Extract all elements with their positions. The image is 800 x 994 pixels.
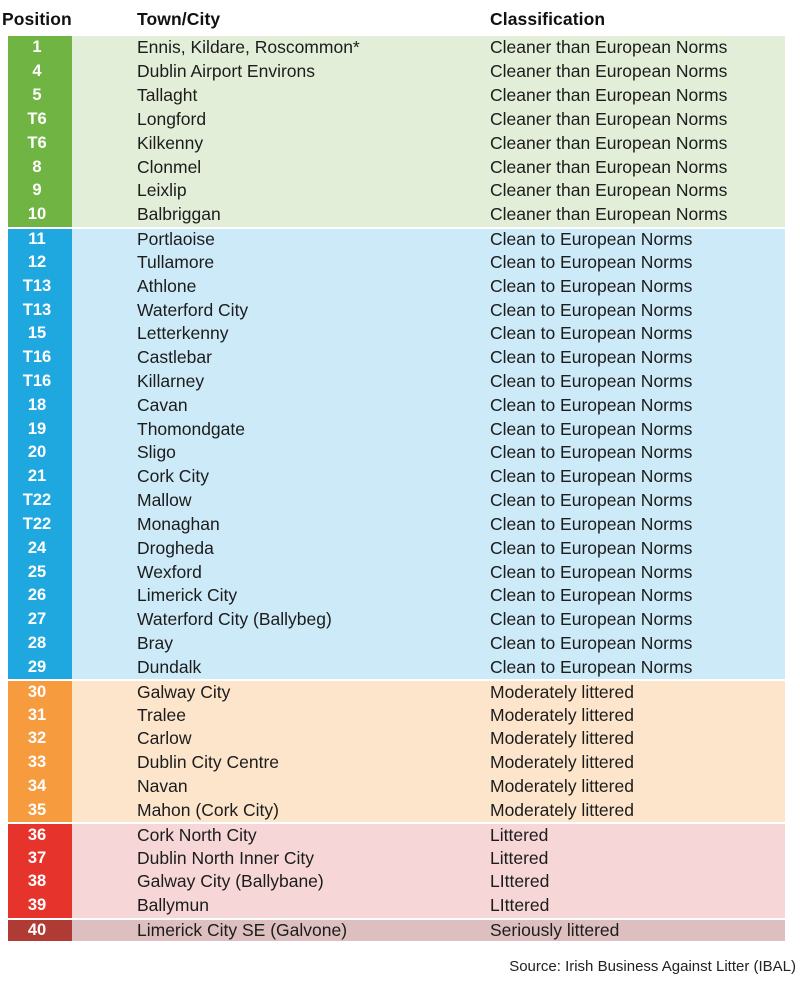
town-cell: Longford [137, 108, 207, 129]
town-cell: Balbriggan [137, 204, 221, 225]
position-badge: 31 [8, 703, 72, 727]
table-row [8, 727, 785, 751]
town-cell: Wexford [137, 561, 202, 582]
position-badge: 35 [8, 799, 72, 823]
position-badge: 26 [8, 584, 72, 608]
town-cell: Tullamore [137, 251, 215, 272]
table-header [0, 0, 800, 36]
position-badge: 11 [8, 229, 72, 251]
table-row [8, 679, 785, 703]
classification-cell: Littered [490, 824, 549, 845]
table-row [8, 799, 785, 823]
position-badge: 27 [8, 608, 72, 632]
table-row [8, 513, 785, 537]
classification-cell: LIttered [490, 871, 550, 892]
classification-cell: Cleaner than European Norms [490, 204, 728, 225]
town-cell: Cork City [137, 466, 209, 487]
position-badge: T22 [8, 513, 72, 537]
town-cell: Waterford City (Ballybeg) [137, 609, 332, 630]
position-badge: T6 [8, 131, 72, 155]
classification-cell: Clean to European Norms [490, 275, 693, 296]
position-badge: 4 [8, 60, 72, 84]
town-cell: Tallaght [137, 85, 198, 106]
table-row [8, 632, 785, 656]
classification-cell: Clean to European Norms [490, 229, 693, 250]
town-cell: Portlaoise [137, 229, 215, 250]
table-row [8, 608, 785, 632]
position-badge: 24 [8, 536, 72, 560]
position-badge: 40 [8, 920, 72, 942]
position-badge: 25 [8, 560, 72, 584]
position-badge: 30 [8, 681, 72, 703]
classification-cell: Cleaner than European Norms [490, 108, 728, 129]
position-badge: T16 [8, 346, 72, 370]
table-row [8, 775, 785, 799]
position-badge: 39 [8, 894, 72, 918]
classification-cell: Cleaner than European Norms [490, 132, 728, 153]
town-cell: Limerick City SE (Galvone) [137, 920, 348, 941]
classification-cell: Clean to European Norms [490, 466, 693, 487]
town-cell: Monaghan [137, 513, 220, 534]
position-badge: 15 [8, 322, 72, 346]
table-row [8, 84, 785, 108]
table-row [8, 155, 785, 179]
classification-cell: Clean to European Norms [490, 609, 693, 630]
town-cell: Carlow [137, 728, 192, 749]
position-badge: 29 [8, 656, 72, 680]
town-cell: Cavan [137, 394, 188, 415]
classification-cell: Clean to European Norms [490, 537, 693, 558]
town-cell: Letterkenny [137, 323, 229, 344]
classification-cell: Clean to European Norms [490, 418, 693, 439]
classification-cell: Cleaner than European Norms [490, 156, 728, 177]
position-badge: 34 [8, 775, 72, 799]
classification-cell: Cleaner than European Norms [490, 61, 728, 82]
town-cell: Ennis, Kildare, Roscommon* [137, 37, 360, 58]
table-row [8, 370, 785, 394]
position-badge: 32 [8, 727, 72, 751]
position-badge: T13 [8, 274, 72, 298]
classification-cell: Moderately littered [490, 776, 634, 797]
table-row [8, 846, 785, 870]
classification-cell: Clean to European Norms [490, 585, 693, 606]
position-badge: 33 [8, 751, 72, 775]
classification-cell: Clean to European Norms [490, 513, 693, 534]
table-row [8, 203, 785, 227]
column-header-position: Position [2, 9, 72, 29]
town-cell: Tralee [137, 704, 186, 725]
position-badge: 8 [8, 155, 72, 179]
town-cell: Galway City (Ballybane) [137, 871, 324, 892]
classification-cell: Moderately littered [490, 799, 634, 820]
table-row [8, 60, 785, 84]
table-row [8, 131, 785, 155]
table-row [8, 918, 785, 942]
classification-cell: Clean to European Norms [490, 347, 693, 368]
column-header-classification: Classification [490, 9, 606, 29]
position-badge: T6 [8, 107, 72, 131]
classification-cell: Moderately littered [490, 704, 634, 725]
classification-cell: Moderately littered [490, 681, 634, 702]
town-cell: Leixlip [137, 180, 187, 201]
classification-cell: LIttered [490, 895, 550, 916]
town-cell: Dublin North Inner City [137, 847, 315, 868]
classification-cell: Clean to European Norms [490, 394, 693, 415]
town-cell: Dundalk [137, 656, 202, 677]
table-row [8, 179, 785, 203]
town-cell: Ballymun [137, 895, 209, 916]
table-row [8, 346, 785, 370]
table-row [8, 441, 785, 465]
position-badge: 28 [8, 632, 72, 656]
classification-cell: Clean to European Norms [490, 656, 693, 677]
table-row [8, 894, 785, 918]
classification-cell: Clean to European Norms [490, 299, 693, 320]
position-badge: 5 [8, 84, 72, 108]
position-badge: 20 [8, 441, 72, 465]
table-row [8, 656, 785, 680]
classification-cell: Cleaner than European Norms [490, 180, 728, 201]
source-attribution: Source: Irish Business Against Litter (IBAL) [509, 958, 796, 976]
town-cell: Cork North City [137, 824, 257, 845]
table-row [8, 489, 785, 513]
classification-cell: Clean to European Norms [490, 442, 693, 463]
table-row [8, 322, 785, 346]
classification-cell: Clean to European Norms [490, 371, 693, 391]
table-row [8, 274, 785, 298]
town-cell: Mahon (Cork City) [137, 799, 279, 820]
position-badge: 21 [8, 465, 72, 489]
town-cell: Waterford City [137, 299, 249, 320]
table-row [8, 822, 785, 846]
position-badge: 10 [8, 203, 72, 227]
table-row [8, 298, 785, 322]
classification-cell: Seriously littered [490, 920, 620, 941]
classification-cell: Clean to European Norms [490, 490, 693, 511]
classification-cell: Cleaner than European Norms [490, 85, 728, 106]
column-header-town: Town/City [137, 9, 221, 29]
classification-cell: Clean to European Norms [490, 633, 693, 654]
position-badge: T13 [8, 298, 72, 322]
table-row [8, 107, 785, 131]
table-row [8, 393, 785, 417]
position-badge: 18 [8, 393, 72, 417]
position-badge: 9 [8, 179, 72, 203]
table-row [8, 465, 785, 489]
town-cell: Galway City [137, 681, 231, 702]
position-badge: T16 [8, 370, 72, 394]
table-row [8, 36, 785, 60]
town-cell: Bray [137, 633, 173, 654]
classification-cell: Clean to European Norms [490, 251, 693, 272]
classification-cell: Moderately littered [490, 728, 634, 749]
town-cell: Navan [137, 776, 188, 797]
table-row [8, 870, 785, 894]
town-cell: Thomondgate [137, 418, 245, 439]
table-row [8, 560, 785, 584]
classification-cell: Littered [490, 847, 549, 868]
town-cell: Mallow [137, 490, 192, 511]
position-badge: 38 [8, 870, 72, 894]
classification-cell: Clean to European Norms [490, 561, 693, 582]
town-cell: Kilkenny [137, 132, 204, 153]
classification-cell: Clean to European Norms [490, 323, 693, 344]
position-badge: 1 [8, 36, 72, 60]
town-cell: Clonmel [137, 156, 202, 177]
town-cell: Limerick City [137, 585, 238, 606]
ranking-table [8, 36, 785, 941]
table-row [8, 417, 785, 441]
position-badge: 19 [8, 417, 72, 441]
town-cell: Sligo [137, 442, 176, 463]
town-cell: Athlone [137, 275, 197, 296]
position-badge: 37 [8, 846, 72, 870]
town-cell: Dublin City Centre [137, 752, 279, 773]
position-badge: T22 [8, 489, 72, 513]
town-cell: Drogheda [137, 537, 214, 558]
town-cell: Dublin Airport Environs [137, 61, 315, 82]
table-row [8, 227, 785, 251]
town-cell: Killarney [137, 371, 205, 391]
table-row [8, 536, 785, 560]
position-badge: 36 [8, 824, 72, 846]
table-row [8, 250, 785, 274]
table-row [8, 584, 785, 608]
table-row [8, 703, 785, 727]
classification-cell: Moderately littered [490, 752, 634, 773]
table-row [8, 751, 785, 775]
classification-cell: Cleaner than European Norms [490, 37, 728, 58]
town-cell: Castlebar [137, 347, 212, 368]
position-badge: 12 [8, 250, 72, 274]
